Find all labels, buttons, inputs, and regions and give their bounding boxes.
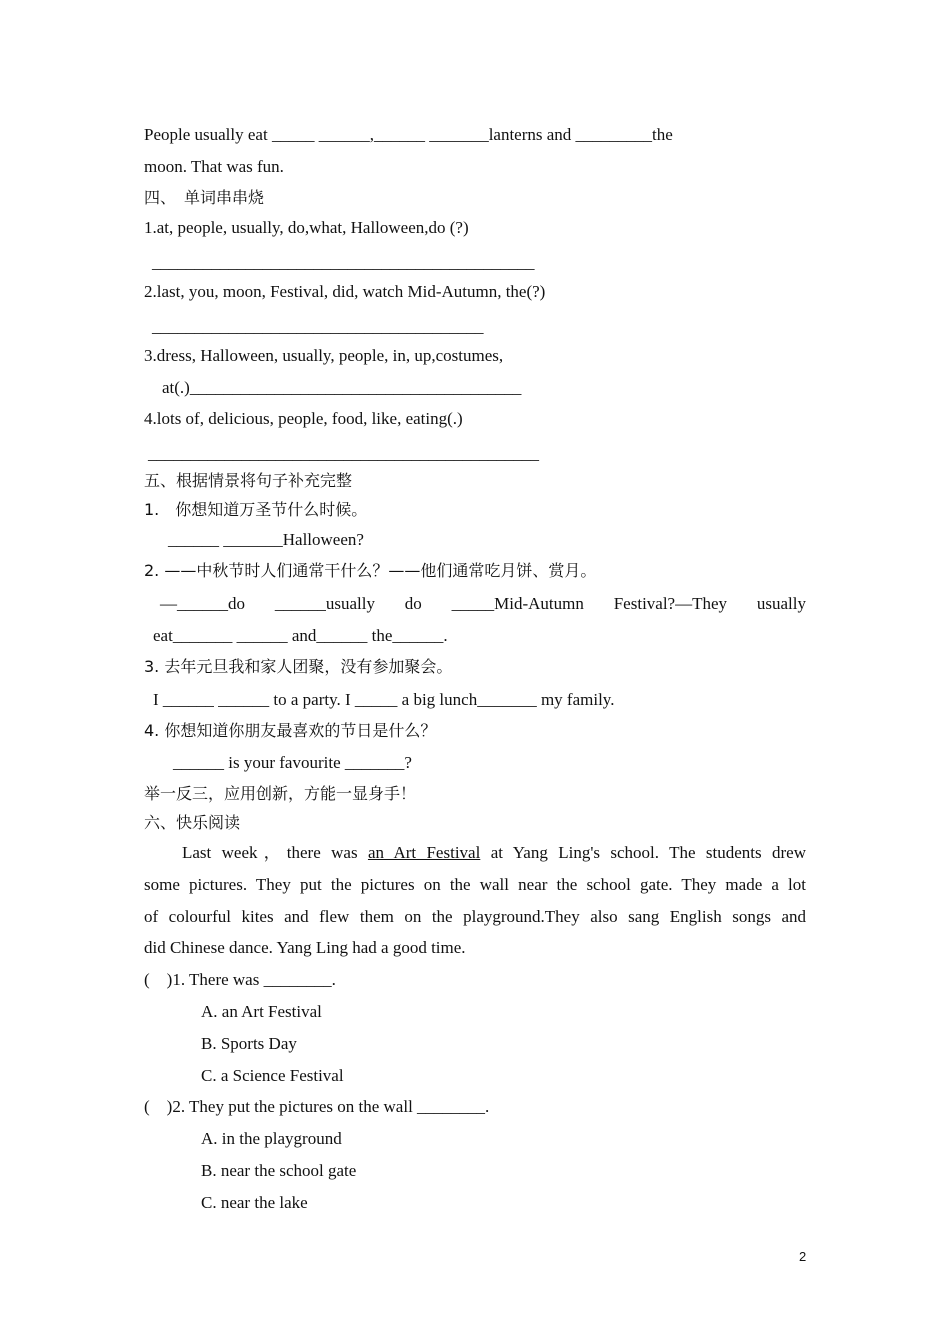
s4-answer-line-4: ______________________________________________ <box>148 444 539 463</box>
passage-line-2: some pictures. They put the pictures on the wall near the school gate. They made a lot <box>144 875 806 894</box>
s4-question-1: 1.at, people, usually, do,what, Halloween,do (?) <box>144 218 469 237</box>
s4-answer-line-2: _______________________________________ <box>152 317 484 336</box>
passage-line-1 <box>182 842 806 864</box>
s6-question-1: ( )1. There was ________. <box>144 970 336 989</box>
fill-line-1: People usually eat _____ ______,______ _______lanterns and _________the <box>144 125 673 144</box>
passage-text-1: Last week，there was <box>182 843 368 862</box>
section-6-heading: 六、快乐阅读 <box>144 813 241 832</box>
s6-q1-option-a: A. an Art Festival <box>201 1002 322 1021</box>
s5-question-3-en: I ______ ______ to a party. I _____ a big lunch_______ my family. <box>153 690 615 709</box>
s6-q1-option-c: C. a Science Festival <box>201 1066 344 1085</box>
passage-line-3: of colourful kites and flew them on the playground.They also sang English songs and <box>144 907 806 926</box>
passage-line-4: did Chinese dance. Yang Ling had a good time. <box>144 938 466 957</box>
s5-question-3-cn: 3. 去年元旦我和家人团聚，没有参加聚会。 <box>144 657 453 676</box>
s4-question-2: 2.last, you, moon, Festival, did, watch Mid-Autumn, the(?) <box>144 282 546 301</box>
s6-q2-option-c: C. near the lake <box>201 1193 308 1212</box>
motto: 举一反三，应用创新，方能一显身手！ <box>144 784 417 803</box>
s6-q1-option-b: B. Sports Day <box>201 1034 297 1053</box>
s5-question-2-en-1: —______do ______usually do _____Mid-Autumn Festival?—They usually <box>160 594 806 613</box>
s6-question-2: ( )2. They put the pictures on the wall ________. <box>144 1097 490 1116</box>
section-5-heading: 五、根据情景将句子补充完整 <box>144 471 353 490</box>
s5-question-2-en-2: eat_______ ______ and______ the______. <box>153 626 448 645</box>
s5-question-4-cn: 4. 你想知道你朋友最喜欢的节日是什么？ <box>144 721 437 740</box>
fill-line-2: moon. That was fun. <box>144 157 284 176</box>
s4-question-3-cont: at(.)_______________________________________ <box>162 378 522 397</box>
art-festival-underlined: an Art Festival <box>367 843 481 862</box>
s5-question-4-en: ______ is your favourite _______? <box>173 753 412 772</box>
s5-question-1-en: ______ _______Halloween? <box>168 530 364 549</box>
s5-question-1-cn: 1. 你想知道万圣节什么时候。 <box>144 500 368 519</box>
s6-q2-option-a: A. in the playground <box>201 1129 342 1148</box>
s4-question-4: 4.lots of, delicious, people, food, like, eating(.) <box>144 409 463 428</box>
s5-question-2-cn: 2. ——中秋节时人们通常干什么？——他们通常吃月饼、赏月。 <box>144 561 597 580</box>
s6-q2-option-b: B. near the school gate <box>201 1161 357 1180</box>
passage-text-2: at Yang Ling's school. The students drew <box>480 843 806 862</box>
s4-question-3: 3.dress, Halloween, usually, people, in, up,costumes, <box>144 346 504 365</box>
section-4-heading: 四、 单词串串烧 <box>144 188 265 207</box>
page-number: 2 <box>799 1249 807 1264</box>
s4-answer-line-1: _____________________________________________ <box>152 253 535 272</box>
